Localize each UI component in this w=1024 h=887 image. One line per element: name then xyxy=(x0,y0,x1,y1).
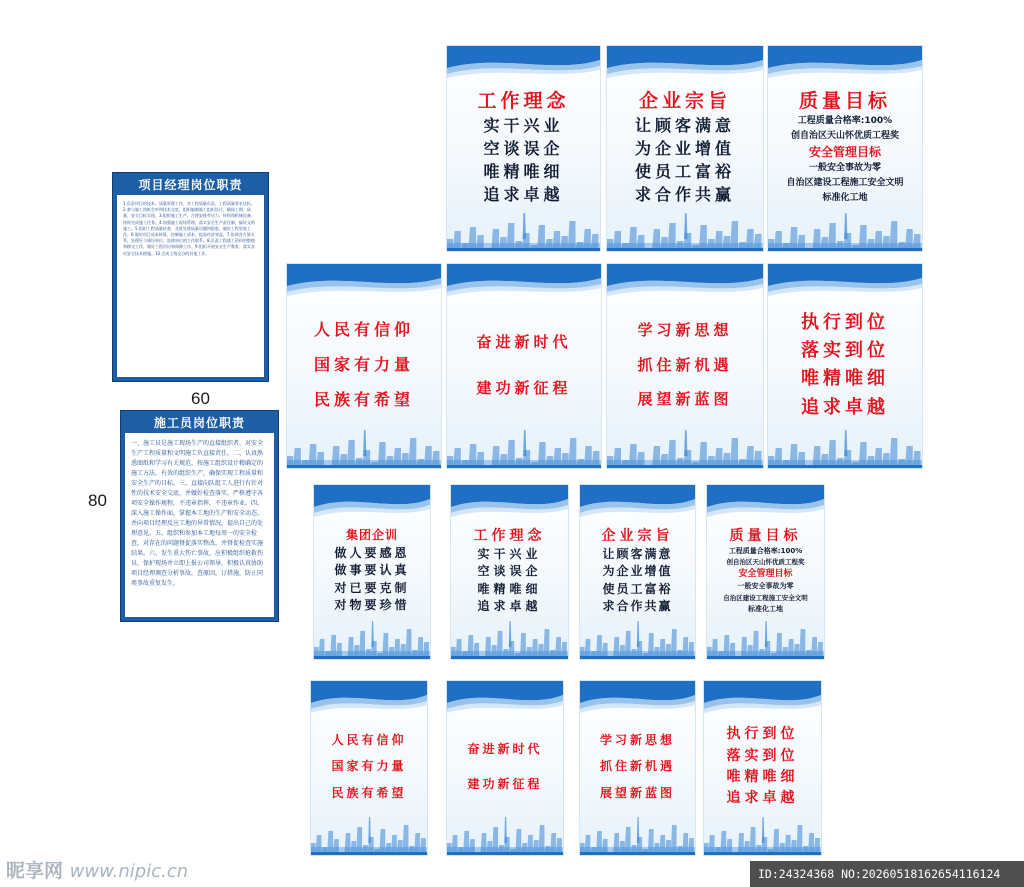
board-line: 展望新蓝图 xyxy=(637,390,733,409)
board-line: 奋进新时代 xyxy=(476,332,572,351)
width-dimension-label: 60 xyxy=(191,389,210,408)
board-line: 唯精唯细 xyxy=(726,769,799,786)
board-line: 一般安全事故为零 xyxy=(808,163,881,174)
board-line: 抓住新机遇 xyxy=(637,355,733,374)
board-line: 建功新征程 xyxy=(476,378,572,397)
board-line: 对物要珍惜 xyxy=(334,598,410,613)
board-line: 为企业增值 xyxy=(634,139,735,159)
city-skyline-graphic xyxy=(287,426,441,468)
board-title: 企业宗旨 xyxy=(601,527,674,544)
board-work-philosophy xyxy=(446,45,601,252)
board-title: 质量目标 xyxy=(798,89,891,112)
duty-card-title: 施工员岗位职责 xyxy=(153,416,245,430)
duty-card-title: 项目经理岗位职责 xyxy=(138,178,243,192)
board-line: 创自治区天山怀优质工程奖 xyxy=(790,130,899,141)
board-enterprise-purpose xyxy=(579,484,696,660)
board-line: 国家有力量 xyxy=(313,355,414,375)
board-line: 求合作共赢 xyxy=(602,598,673,613)
board-line: 使员工富裕 xyxy=(634,162,735,182)
board-line: 自治区建设工程施工安全文明 xyxy=(786,178,904,189)
city-skyline-graphic xyxy=(447,426,601,468)
board-line: 执行到位 xyxy=(726,726,799,743)
board-line: 唯精唯细 xyxy=(477,581,542,596)
board-line: 追求卓越 xyxy=(483,185,564,205)
wave-header-graphic xyxy=(768,264,922,296)
board-new-thought xyxy=(579,680,696,856)
watermark-brand xyxy=(6,856,188,883)
wave-header-graphic xyxy=(447,681,563,713)
city-skyline-graphic xyxy=(707,617,824,659)
board-line: 民族有希望 xyxy=(331,785,407,800)
board-line: 空谈误企 xyxy=(483,139,564,159)
board-line: 让顾客满意 xyxy=(602,547,673,562)
wave-header-graphic xyxy=(768,46,922,78)
duty-card-construction-worker xyxy=(120,410,279,622)
city-skyline-graphic xyxy=(451,617,568,659)
city-skyline-graphic xyxy=(447,209,600,251)
wave-header-graphic xyxy=(607,46,763,78)
board-new-era xyxy=(446,263,602,469)
board-title: 企业宗旨 xyxy=(638,90,731,113)
board-line: 追求卓越 xyxy=(801,396,889,418)
city-skyline-graphic xyxy=(768,426,922,468)
board-line: 为企业增值 xyxy=(602,564,673,579)
board-title: 工作理念 xyxy=(473,527,546,544)
board-execution xyxy=(767,263,923,469)
board-enterprise-purpose xyxy=(606,45,764,252)
board-line: 空谈误企 xyxy=(477,564,542,579)
watermark-url: www.nipic.cn xyxy=(69,861,189,882)
duty-card-body: 1.负责项目的技术、质量管理工作，对工程质量负责，工程质量要求达标。2.参与施工图纸会审和技术交底，组织编制施工组织设计，确保工期、质量、安全目标实现。3.组织施工生产，合理安排劳动力、材料和机械设备，按时完成施工任务。4.加强施工现场管理，落实安全生产责任制，搞好文明施工。5.组织工程质量检查，及时处理质量问题和隐患，做好工程验收工作。6.做好项目成本核算，控制施工成本，提高经济效益。7.协调各方面关系，处理好与建设单位、监理单位的工作联系。8.负责工程竣工资料的整理和移交工作，做好工程回访和保修工作。9.组织开展安全生产教育，落实各项安全技术措施。10.完成上级交办的其他工作。 xyxy=(117,195,264,377)
wave-header-graphic xyxy=(311,681,427,713)
board-line: 自治区建设工程施工安全文明 xyxy=(723,593,808,602)
board-line: 执行到位 xyxy=(801,311,889,333)
wave-header-graphic xyxy=(447,264,601,296)
city-skyline-graphic xyxy=(704,813,821,855)
city-skyline-graphic xyxy=(314,617,430,659)
board-title: 质量目标 xyxy=(729,527,802,544)
board-group-motto xyxy=(313,484,431,660)
board-line: 工程质量合格率:100% xyxy=(728,546,803,555)
board-line: 使员工富裕 xyxy=(602,581,673,596)
board-line: 抓住新机遇 xyxy=(599,759,675,774)
duty-card-project-manager xyxy=(112,172,269,382)
board-line: 唯精唯细 xyxy=(483,162,564,182)
wave-header-graphic xyxy=(704,681,821,713)
board-execution xyxy=(703,680,822,856)
board-line: 民族有希望 xyxy=(313,390,414,410)
board-line: 人民有信仰 xyxy=(331,733,407,748)
board-work-philosophy xyxy=(450,484,569,660)
city-skyline-graphic xyxy=(311,813,427,855)
watermark-id: ID:24324368 NO:20260518162654116124 xyxy=(750,861,1024,887)
board-line: 落实到位 xyxy=(726,747,799,764)
board-line: 追求卓越 xyxy=(477,598,542,613)
board-line: 求合作共赢 xyxy=(634,185,735,205)
wave-header-graphic xyxy=(451,485,568,517)
board-line: 做人要感恩 xyxy=(334,545,410,560)
board-line: 国家有力量 xyxy=(331,759,407,774)
board-people-faith xyxy=(310,680,428,856)
city-skyline-graphic xyxy=(580,813,695,855)
duty-card-body: 一、施工员是施工现场生产的直接组织者，对安全生产工程质量和文明施工负直接责任。二、认真熟悉图纸和学习有关规范，按施工组织设计精确定的施工方法，有效的组织生产，确保实现工程质量和安全生产的目标。三、直接向队组工人进行有针对性的技术安全交底，并做好检查落实，严格遵守各项安全操作规程，不违章指挥，不违章作业。四、深入施工操作面，掌握本工地的生产和安全动态，并向项目经理反应工地的异常情况，提出自己的处理意见。五、组织和参加本工地每周一的安全检查，对存在的问题督促落实整改，并督促检查实施结果。六、发生重大伤亡事故，应积极组织抢救伤员，保护现场并立即上报公司领导，积极认真协助项目经理调查分析事故，查原因，订措施，防止同类事故重复发生。 xyxy=(125,433,274,617)
board-line: 唯精唯细 xyxy=(801,368,889,390)
wave-header-graphic xyxy=(447,46,600,78)
city-skyline-graphic xyxy=(447,813,563,855)
board-line: 落实到位 xyxy=(801,339,889,361)
wave-header-graphic xyxy=(314,485,430,517)
board-line: 让顾客满意 xyxy=(634,116,735,136)
board-line: 建功新征程 xyxy=(467,776,543,791)
board-line: 工程质量合格率:100% xyxy=(797,115,893,126)
board-line: 实干兴业 xyxy=(477,547,542,562)
board-new-era xyxy=(446,680,564,856)
board-line: 做事要认真 xyxy=(334,563,410,578)
board-line: 追求卓越 xyxy=(726,790,799,807)
board-quality-goal xyxy=(706,484,825,660)
board-line: 展望新蓝图 xyxy=(599,785,675,800)
board-line: 人民有信仰 xyxy=(313,320,414,340)
board-quality-goal xyxy=(767,45,923,252)
board-line: 标准化工地 xyxy=(822,193,868,204)
wave-header-graphic xyxy=(580,485,695,517)
board-line: 实干兴业 xyxy=(483,116,564,136)
board-line: 学习新思想 xyxy=(637,321,733,340)
board-title: 集团企训 xyxy=(345,528,398,543)
board-line: 创自治区天山怀优质工程奖 xyxy=(726,558,805,567)
board-line: 学习新思想 xyxy=(599,733,675,748)
board-line: 一般安全事故为零 xyxy=(737,582,794,591)
board-new-thought xyxy=(606,263,764,469)
wave-header-graphic xyxy=(707,485,824,517)
board-line: 标准化工地 xyxy=(748,604,783,613)
board-line: 奋进新时代 xyxy=(467,741,543,756)
board-subtitle: 安全管理目标 xyxy=(808,145,881,160)
board-line: 对已要克制 xyxy=(334,580,410,595)
watermark-brand-name: 昵享网 xyxy=(6,860,64,882)
city-skyline-graphic xyxy=(580,617,695,659)
city-skyline-graphic xyxy=(768,209,922,251)
wave-header-graphic xyxy=(607,264,763,296)
wave-header-graphic xyxy=(287,264,441,296)
board-subtitle: 安全管理目标 xyxy=(738,568,793,579)
city-skyline-graphic xyxy=(607,426,763,468)
city-skyline-graphic xyxy=(607,209,763,251)
board-people-faith xyxy=(286,263,442,469)
board-title: 工作理念 xyxy=(477,90,570,113)
height-dimension-label: 80 xyxy=(88,491,107,510)
wave-header-graphic xyxy=(580,681,695,713)
